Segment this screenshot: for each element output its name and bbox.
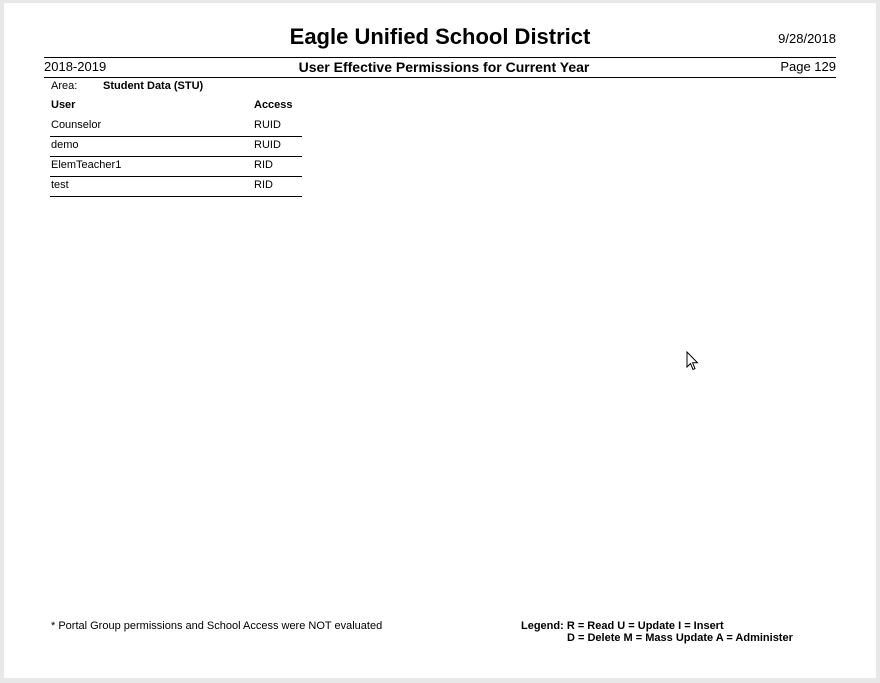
report-subtitle: User Effective Permissions for Current Year [298, 59, 590, 75]
legend-line-2: D = Delete M = Mass Update A = Administer [567, 632, 793, 644]
row-user: Counselor [51, 119, 102, 131]
area-value: Student Data (STU) [103, 80, 204, 92]
column-header-access: Access [254, 99, 293, 111]
table-row [50, 157, 302, 177]
row-access: RUID [254, 139, 281, 151]
report-page [4, 3, 876, 678]
permissions-table [50, 117, 302, 197]
table-row [50, 137, 302, 157]
row-access: RID [254, 159, 273, 171]
legend-line-1: Legend: R = Read U = Update I = Insert [521, 620, 724, 632]
row-user: test [51, 179, 69, 191]
legend [521, 620, 793, 644]
column-header-user: User [51, 99, 76, 111]
table-row [50, 117, 302, 137]
area-label: Area: [51, 80, 78, 92]
header-rule-bottom [44, 77, 836, 78]
page-number: Page 129 [780, 59, 836, 74]
row-access: RID [254, 179, 273, 191]
report-date: 9/28/2018 [778, 31, 836, 46]
footnote: * Portal Group permissions and School Access were NOT evaluated [51, 620, 383, 632]
table-row [50, 177, 302, 197]
mouse-cursor-icon [686, 351, 700, 371]
school-year: 2018-2019 [44, 59, 107, 74]
row-user: demo [51, 139, 79, 151]
row-access: RUID [254, 119, 281, 131]
row-user: ElemTeacher1 [51, 159, 122, 171]
header-rule-top [44, 57, 836, 58]
report-title: Eagle Unified School District [289, 24, 591, 49]
